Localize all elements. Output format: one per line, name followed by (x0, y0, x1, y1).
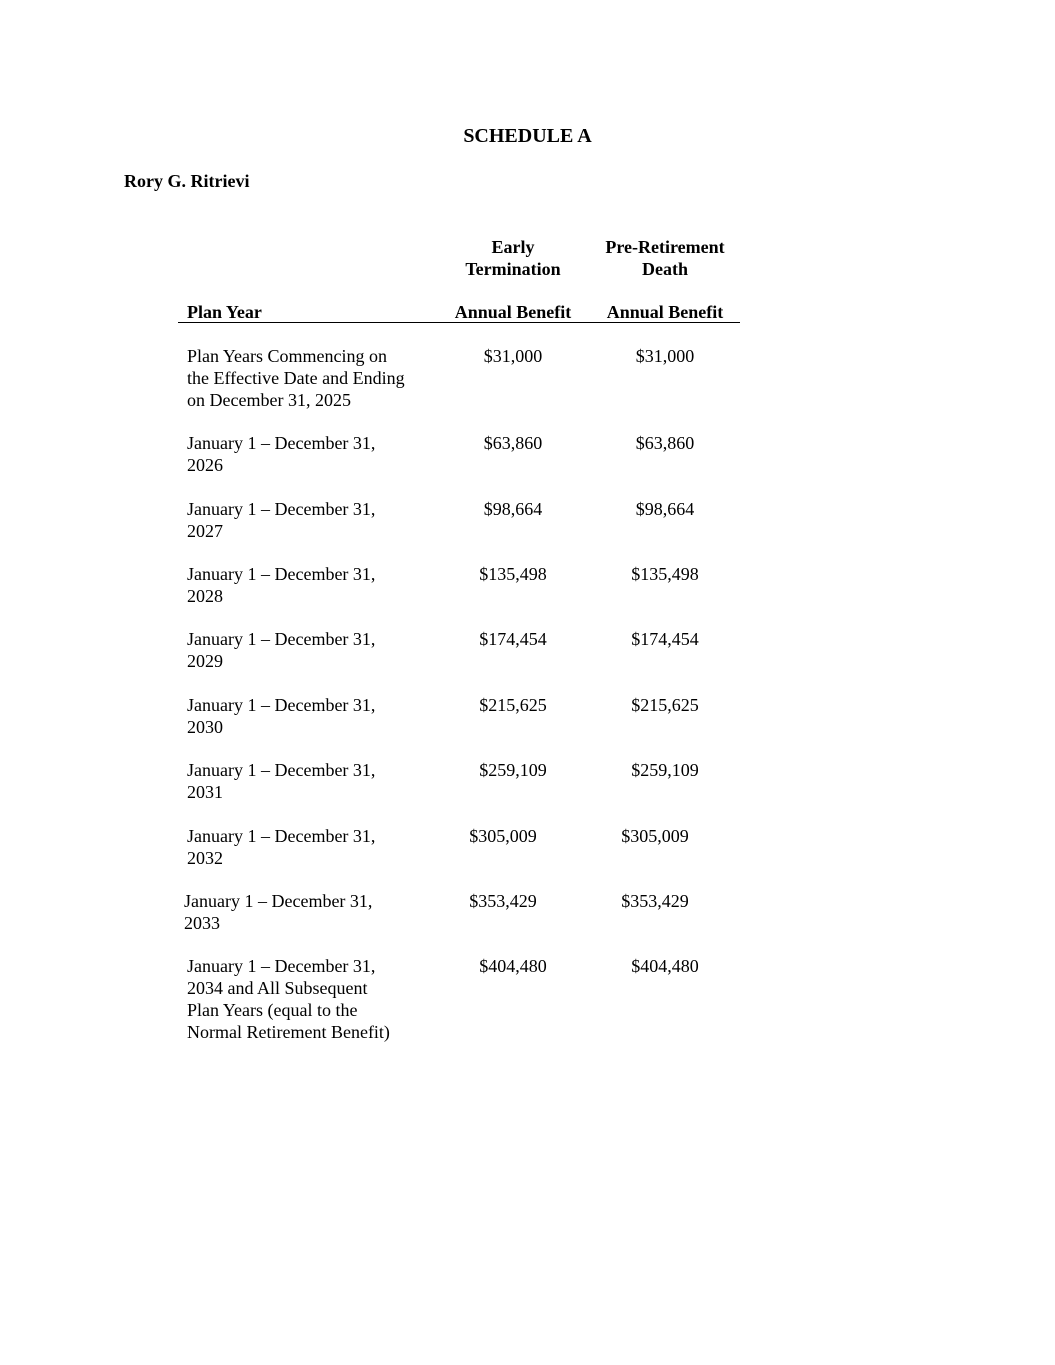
early-termination-benefit: $404,480 (479, 956, 547, 976)
plan-year-line: January 1 – December 31, (187, 629, 376, 649)
pre-retirement-death-benefit: $98,664 (635, 499, 695, 519)
plan-year-cell (187, 563, 427, 607)
plan-year-line: the Effective Date and Ending (187, 368, 405, 388)
plan-year-cell (187, 628, 427, 672)
plan-year-line: 2032 (187, 848, 223, 868)
header-early-line2: Termination (465, 259, 561, 279)
plan-year-line: January 1 – December 31, (187, 564, 376, 584)
header-divider (178, 322, 740, 323)
early-termination-benefit: $305,009 (469, 826, 537, 846)
plan-year-cell (187, 432, 427, 476)
plan-year-cell (187, 694, 427, 738)
plan-year-line: 2030 (187, 717, 223, 737)
plan-year-cell (187, 345, 427, 411)
header-death-line1: Pre-Retirement (605, 237, 725, 257)
plan-year-cell (187, 955, 427, 1043)
participant-name: Rory G. Ritrievi (124, 171, 250, 191)
plan-year-line: 2026 (187, 455, 223, 475)
early-termination-benefit: $135,498 (479, 564, 547, 584)
plan-year-line: on December 31, 2025 (187, 390, 351, 410)
header-annual-benefit-early: Annual Benefit (454, 302, 572, 322)
plan-year-line: 2031 (187, 782, 223, 802)
plan-year-line: Normal Retirement Benefit) (187, 1022, 390, 1042)
early-termination-benefit: $259,109 (479, 760, 547, 780)
plan-year-line: 2028 (187, 586, 223, 606)
plan-year-line: January 1 – December 31, (187, 956, 376, 976)
early-termination-benefit: $98,664 (483, 499, 543, 519)
pre-retirement-death-benefit: $174,454 (631, 629, 699, 649)
header-pre-retirement-death (597, 236, 733, 280)
early-termination-benefit: $31,000 (483, 346, 543, 366)
plan-year-line: January 1 – December 31, (187, 826, 376, 846)
pre-retirement-death-benefit: $404,480 (631, 956, 699, 976)
plan-year-cell (184, 890, 424, 934)
plan-year-line: January 1 – December 31, (187, 695, 376, 715)
pre-retirement-death-benefit: $259,109 (631, 760, 699, 780)
early-termination-benefit: $63,860 (483, 433, 543, 453)
header-annual-benefit-death: Annual Benefit (606, 302, 724, 322)
plan-year-line: Plan Years Commencing on (187, 346, 387, 366)
early-termination-benefit: $215,625 (479, 695, 547, 715)
pre-retirement-death-benefit: $305,009 (621, 826, 689, 846)
plan-year-line: January 1 – December 31, (187, 499, 376, 519)
pre-retirement-death-benefit: $63,860 (635, 433, 695, 453)
plan-year-cell (187, 498, 427, 542)
plan-year-cell (187, 825, 427, 869)
page-title: SCHEDULE A (463, 125, 592, 147)
plan-year-line: January 1 – December 31, (187, 760, 376, 780)
header-death-line2: Death (642, 259, 688, 279)
pre-retirement-death-benefit: $135,498 (631, 564, 699, 584)
plan-year-line: January 1 – December 31, (187, 433, 376, 453)
header-early-line1: Early (491, 237, 535, 257)
pre-retirement-death-benefit: $353,429 (621, 891, 689, 911)
plan-year-line: 2029 (187, 651, 223, 671)
plan-year-line: 2033 (184, 913, 220, 933)
plan-year-line: Plan Years (equal to the (187, 1000, 358, 1020)
header-plan-year: Plan Year (187, 302, 262, 322)
plan-year-cell (187, 759, 427, 803)
header-early-termination (448, 236, 578, 280)
plan-year-line: 2034 and All Subsequent (187, 978, 368, 998)
early-termination-benefit: $353,429 (469, 891, 537, 911)
plan-year-line: January 1 – December 31, (184, 891, 373, 911)
plan-year-line: 2027 (187, 521, 223, 541)
pre-retirement-death-benefit: $215,625 (631, 695, 699, 715)
early-termination-benefit: $174,454 (479, 629, 547, 649)
pre-retirement-death-benefit: $31,000 (635, 346, 695, 366)
